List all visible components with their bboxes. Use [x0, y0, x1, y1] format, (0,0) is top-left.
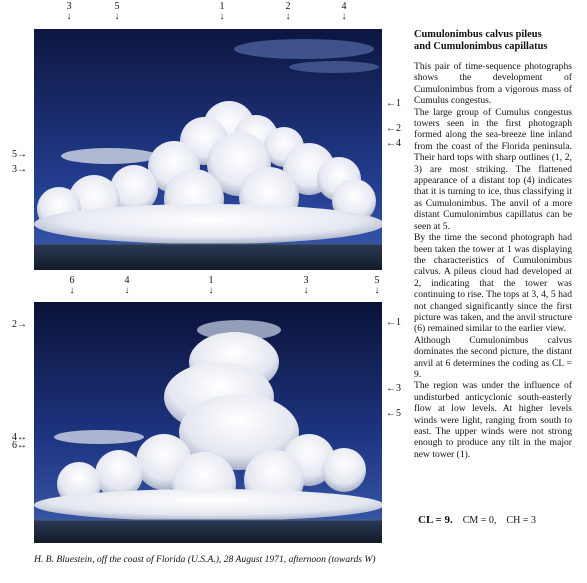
photo-1-marker-left: 5→ [12, 149, 27, 160]
photo-1-marker-right: ←4 [386, 138, 401, 149]
photo-1-marker-top: 1 ↓ [219, 1, 225, 22]
photo-1-marker-top: 2 ↓ [285, 1, 291, 22]
title-line-1: Cumulonimbus calvus pileus [414, 29, 542, 40]
cloud-codes [418, 514, 536, 526]
section-title [414, 29, 572, 53]
photo-2-marker-right: ←1 [386, 317, 401, 328]
photo-2-marker-right: ←3 [386, 383, 401, 394]
photo-2-marker-left: 6↔ [12, 440, 27, 451]
photo-2-marker-top: 4 ↓ [124, 275, 130, 296]
photo-1-image [34, 29, 382, 270]
code-cl: CL = 9. [418, 514, 453, 526]
photo-2-marker-left: 2→ [12, 319, 27, 330]
paragraph-coding: Although Cumulonimbus calvus dominates the second picture, the distant anvil at 6 determines the coding as CL = 9. [414, 334, 572, 380]
code-cm: CM = 0, [462, 515, 497, 526]
photo-1-marker-right: ←1 [386, 98, 401, 109]
photo-1-marker-top: 4 ↓ [341, 1, 347, 22]
photo-2-marker-top: 5 ↓ [374, 275, 380, 296]
photo-1-marker-left: 3→ [12, 164, 27, 175]
paragraph-winds: The region was under the influence of undisturbed anticyclonic south-easterly flow at low levels. At higher levels winds were light, ranging from south to east. The upper winds were not strong enough to produce any tilt in the major new tower (1). [414, 380, 572, 460]
photo-1-marker-right: ←2 [386, 123, 401, 134]
photo-1-cumulus-congestus [34, 29, 382, 270]
title-line-2: and Cumulonimbus capillatus [414, 41, 548, 52]
photo-2-image [34, 302, 382, 543]
paragraph-second-photo: By the time the second photograph had been taken the tower at 1 was displaying the characteristics of Cumulonimbus calvus. A pileus cloud had developed at 2, indicating that the tower was continuing to rise. The tops at 3, 4, 5 had not changed significantly since the first picture was taken, and the anvil structure (6) remained similar to the earlier view. [414, 232, 572, 335]
photo-1-marker-top: 3 ↓ [66, 1, 72, 22]
photo-2-marker-right: ←5 [386, 408, 401, 419]
description-column [414, 29, 572, 460]
photo-2-cumulonimbus-calvus [34, 302, 382, 543]
photo-2-marker-left: 4↔ [12, 432, 27, 443]
photo-1-marker-top: 5 ↓ [114, 1, 120, 22]
photo-2-marker-top: 6 ↓ [69, 275, 75, 296]
code-ch: CH = 3 [506, 515, 536, 526]
paragraph-intro: This pair of time-sequence photographs shows the development of Cumulonimbus from a vigorous mass of Cumulus congestus. [414, 61, 572, 107]
photo-caption: H. B. Bluestein, off the coast of Florida (U.S.A.), 28 August 1971, afternoon (towards W) [34, 554, 376, 565]
photo-2-marker-top: 1 ↓ [208, 275, 214, 296]
paragraph-first-photo: The large group of Cumulus congestus towers seen in the first photograph formed along the sea-breeze line inland from the coast of the Florida peninsula. Their hard tops with sharp outlines (1, 2, 3) are most striking. The flattened appearance of a distant top (4) indicates that it is turning to ice, thus classifying it as Cumulonimbus. The anvil of a more distant Cumulonimbus capillatus can be seen at 5. [414, 106, 572, 232]
photo-2-marker-top: 3 ↓ [303, 275, 309, 296]
